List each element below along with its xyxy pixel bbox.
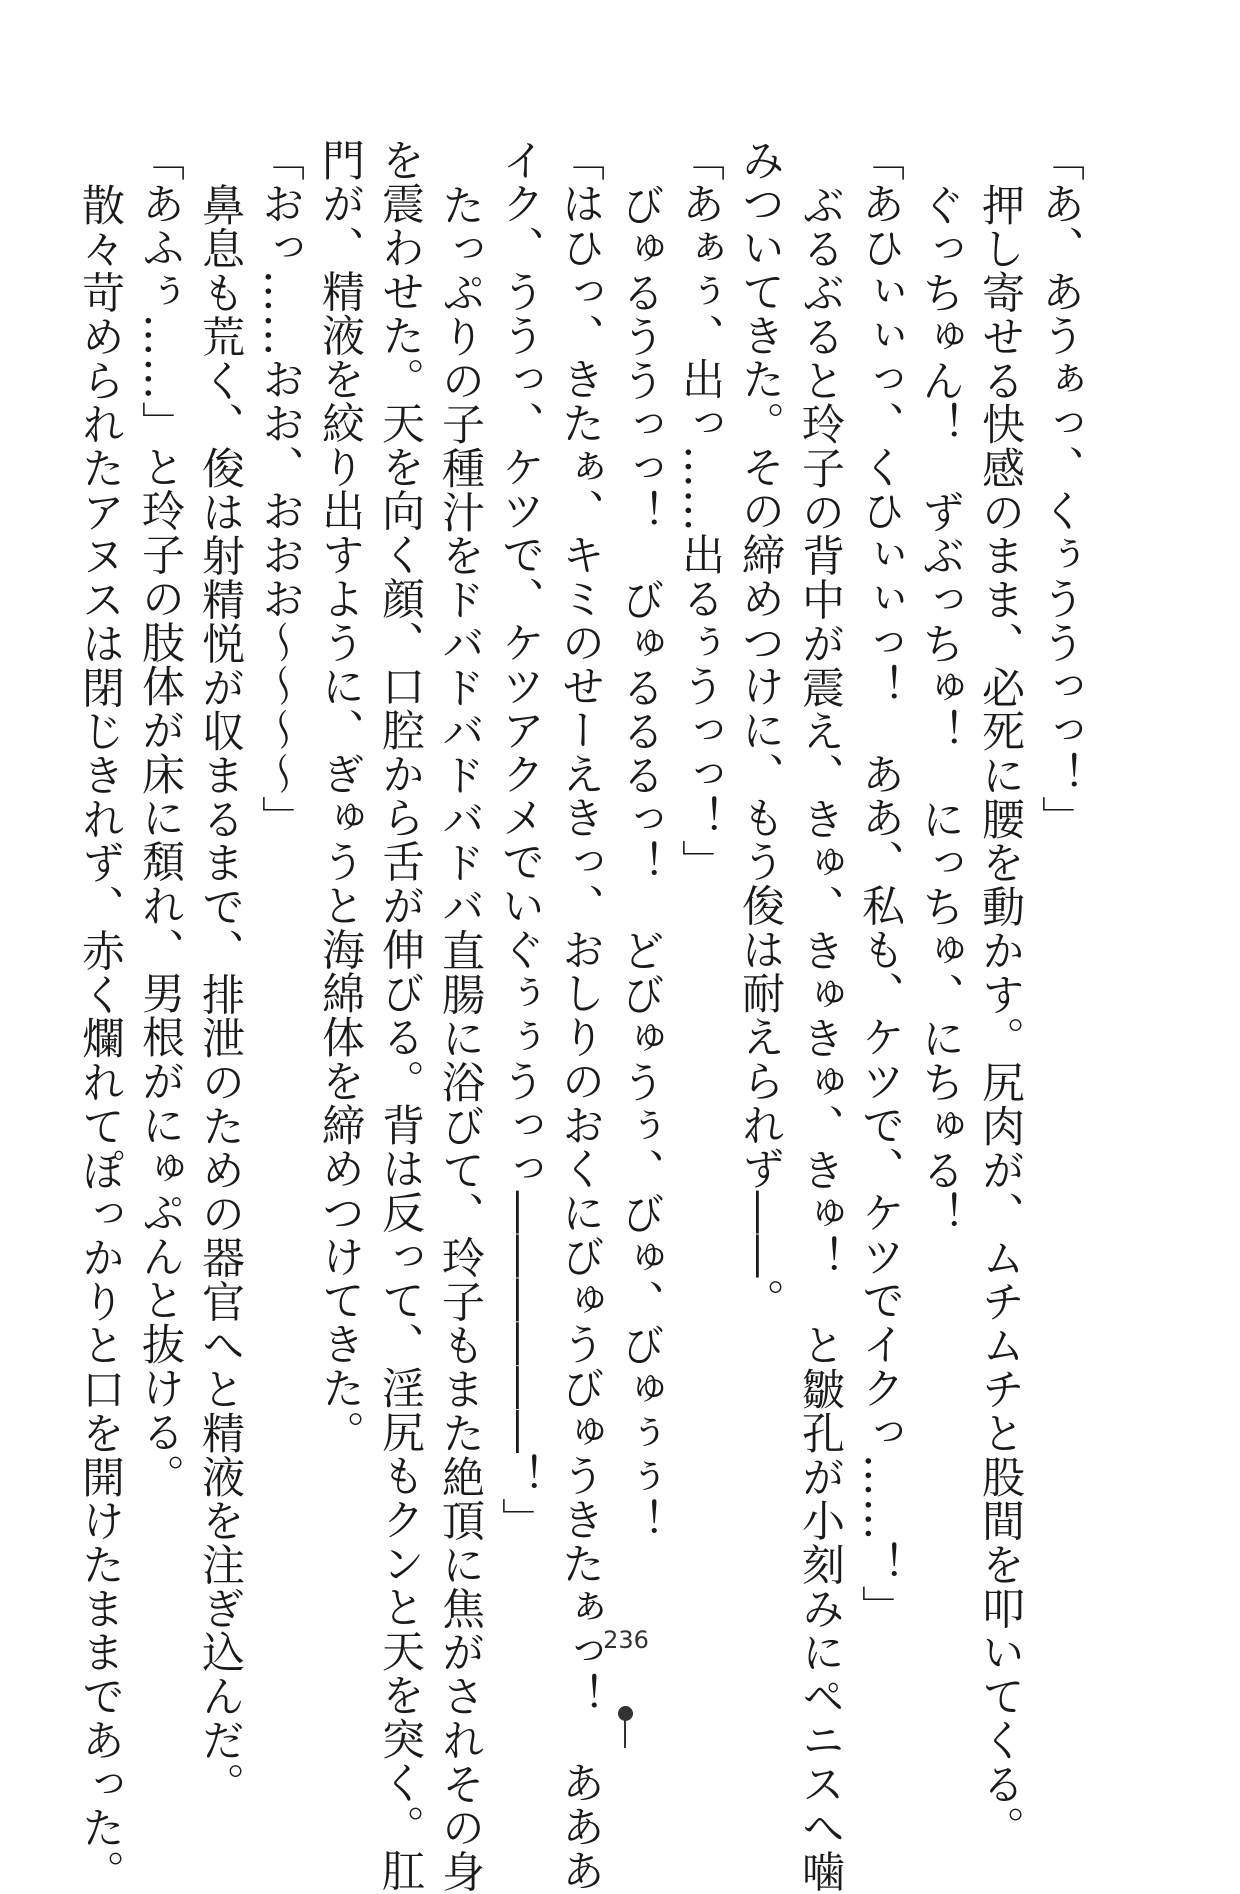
text-column-14: 「おっ……おお、おおお～～～～」 bbox=[255, 138, 305, 840]
text-column-6: みついてきた。その締めつけに、もう俊は耐えられず――。 bbox=[735, 138, 785, 1323]
text-column-2: 押し寄せる快感のまま、必死に腰を動かす。尻肉が、ムチムチと股間を叩いてくる。 bbox=[975, 183, 1025, 1850]
text-column-13: 門が、精液を絞り出すように、ぎゅうと海綿体を締めつけてきた。 bbox=[315, 138, 365, 1454]
text-column-4: 「あひぃぃっ、くひぃぃっ！ ああ、私も、ケツで、ケツでイクっ……！」 bbox=[855, 138, 905, 1630]
text-column-15: 鼻息も荒く、俊は射精悦が収まるまで、排泄のための器官へと精液を注ぎ込んだ。 bbox=[195, 183, 245, 1806]
text-column-11: たっぷりの子種汁をドバドバドバドバ直腸に浴びて、玲子もまた絶頂に焦がされその身 bbox=[435, 183, 485, 1894]
text-column-5: ぶるぶると玲子の背中が震え、きゅ、きゅきゅ、きゅ！ と皺孔が小刻みにペニスへ噛 bbox=[795, 183, 845, 1894]
text-column-1: 「あ、あうぁっ、くぅううっっ！」 bbox=[1035, 138, 1085, 840]
text-column-9: 「はひっ、きたぁ、キミのせーえきっ、おしりのおくにびゅうびゅうきたぁっ！ あああ bbox=[555, 138, 605, 1893]
page-number: 236 bbox=[603, 1626, 649, 1654]
text-column-8: びゅるううっっ！ びゅるるるっ！ どびゅうぅ、びゅ、びゅぅぅ！ bbox=[615, 183, 665, 1543]
text-column-17: 散々苛められたアヌスは閉じきれず、赤く爛れてぽっかりと口を開けたままであった。 bbox=[75, 183, 125, 1894]
text-column-3: ぐっちゅん！ ずぶっちゅ！ にっちゅ、にちゅる！ bbox=[915, 183, 965, 1236]
text-column-16: 「あふぅ……」と玲子の肢体が床に頽れ、男根がにゅぷんと抜ける。 bbox=[135, 138, 185, 1498]
page-marker-line bbox=[624, 1719, 626, 1748]
text-column-12: を震わせた。天を向く顔、口腔から舌が伸びる。背は反って、淫尻もクンと天を突く。肛 bbox=[375, 138, 425, 1893]
text-column-10: イク、ううっ、ケツで、ケツアクメでいぐぅぅうっっ――――――！」 bbox=[495, 138, 545, 1542]
text-column-7: 「あぁぅ、出っ……出るぅうっっ！」 bbox=[675, 138, 725, 884]
